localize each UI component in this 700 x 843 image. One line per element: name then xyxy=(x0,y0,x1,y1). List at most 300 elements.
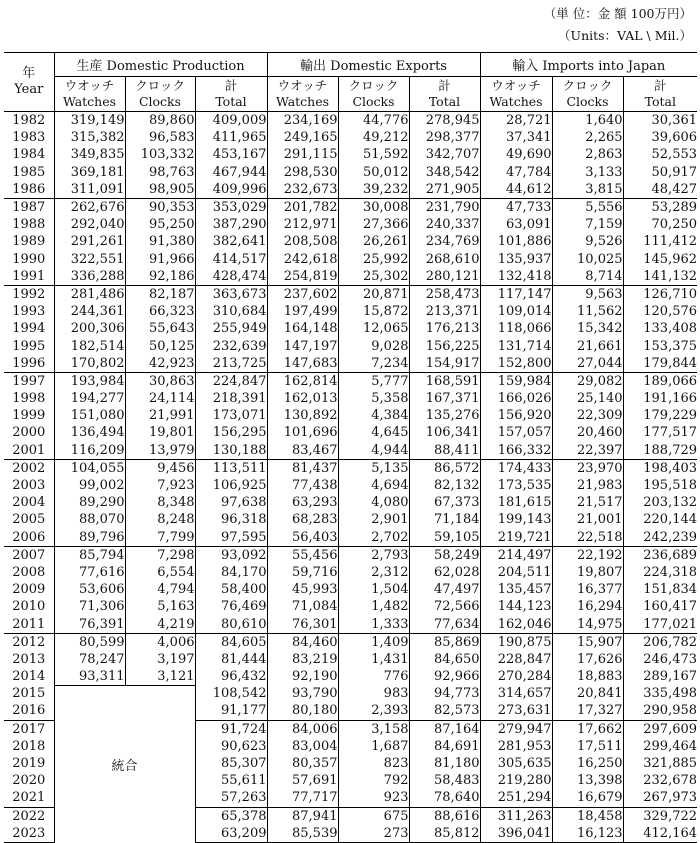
production-total-cell: 414,517 xyxy=(195,251,267,268)
exports-total-cell: 59,105 xyxy=(409,529,480,547)
year-cell: 2015 xyxy=(12,686,46,702)
imports-clocks-cell: 18,883 xyxy=(552,668,623,685)
exports-watches-cell: 57,691 xyxy=(267,772,338,789)
exports-total-cell: 135,276 xyxy=(409,407,480,424)
exports-watches-cell: 76,301 xyxy=(267,615,338,633)
imports-total-cell: 177,021 xyxy=(623,615,697,633)
imports-watches-cell: 181,615 xyxy=(480,494,552,511)
year-cell: 1984 xyxy=(12,147,46,163)
exports-total-cell: 58,249 xyxy=(409,546,480,564)
subheader-en: Watches xyxy=(62,94,117,109)
production-clocks-cell: 66,323 xyxy=(125,303,195,320)
table-row xyxy=(4,198,697,216)
production-total-cell: 130,188 xyxy=(195,442,267,460)
exports-watches-cell: 162,013 xyxy=(267,390,338,407)
imports-clocks-cell: 15,907 xyxy=(552,633,623,651)
production-total-cell: 310,684 xyxy=(195,303,267,320)
exports-clocks-cell: 44,776 xyxy=(338,112,409,130)
exports-watches-cell: 208,508 xyxy=(267,233,338,250)
production-total-cell: 57,263 xyxy=(195,789,267,807)
exports-total-cell: 342,707 xyxy=(409,146,480,163)
production-total-cell: 353,029 xyxy=(195,198,267,216)
imports-clocks-cell: 22,309 xyxy=(552,407,623,424)
production-clocks-cell: 96,583 xyxy=(125,129,195,146)
year-cell: 1996 xyxy=(12,355,46,371)
year-cell: 2011 xyxy=(12,616,46,632)
imports-clocks-cell: 17,662 xyxy=(552,720,623,738)
exports-total-cell: 234,769 xyxy=(409,233,480,250)
table-row xyxy=(4,633,697,651)
production-watches-cell: 244,361 xyxy=(54,303,125,320)
production-clocks-cell: 4,794 xyxy=(125,581,195,598)
production-watches-cell: 93,311 xyxy=(54,668,125,685)
exports-total-cell: 77,634 xyxy=(409,615,480,633)
exports-clocks-cell: 4,080 xyxy=(338,494,409,511)
imports-watches-cell: 156,920 xyxy=(480,407,552,424)
production-total-cell: 80,610 xyxy=(195,615,267,633)
table-row xyxy=(4,581,697,598)
exports-total-cell: 81,180 xyxy=(409,755,480,772)
production-clocks-cell: 91,966 xyxy=(125,251,195,268)
imports-total-cell: 151,834 xyxy=(623,581,697,598)
year-header-en: Year xyxy=(14,82,44,97)
imports-total-cell: 297,609 xyxy=(623,720,697,738)
imports-watches-cell: 157,057 xyxy=(480,424,552,441)
production-watches-cell: 292,040 xyxy=(54,216,125,233)
production-clocks-cell: 19,801 xyxy=(125,424,195,441)
imports-total-cell: 177,517 xyxy=(623,424,697,441)
imports-clocks-cell: 11,562 xyxy=(552,303,623,320)
production-watches-cell: 151,080 xyxy=(54,407,125,424)
production-watches-cell: 200,306 xyxy=(54,320,125,337)
exports-watches-cell: 77,717 xyxy=(267,789,338,807)
year-cell: 2004 xyxy=(12,495,46,511)
imports-clocks-cell: 1,640 xyxy=(552,112,623,130)
exports-watches-cell: 84,006 xyxy=(267,720,338,738)
year-cell: 2000 xyxy=(12,425,46,441)
exports-watches-cell: 212,971 xyxy=(267,216,338,233)
production-clocks-cell: 3,197 xyxy=(125,651,195,668)
subheader-production-watches xyxy=(54,77,125,112)
subheader-jp: ウオッチ xyxy=(64,78,115,93)
year-cell: 2001 xyxy=(12,442,46,458)
subheader-production-clocks xyxy=(125,77,195,112)
exports-clocks-cell: 1,409 xyxy=(338,633,409,651)
year-cell: 2003 xyxy=(12,478,46,494)
imports-clocks-cell: 9,563 xyxy=(552,285,623,303)
production-total-cell: 409,996 xyxy=(195,181,267,199)
year-header xyxy=(4,53,54,112)
imports-total-cell: 189,066 xyxy=(623,372,697,390)
subheader-jp: クロック xyxy=(348,78,399,93)
year-cell: 2002 xyxy=(4,459,54,477)
production-clocks-cell: 98,905 xyxy=(125,181,195,199)
imports-total-cell: 145,962 xyxy=(623,251,697,268)
exports-watches-cell: 101,696 xyxy=(267,424,338,441)
imports-total-cell: 30,361 xyxy=(623,112,697,130)
imports-clocks-cell: 27,044 xyxy=(552,355,623,373)
imports-clocks-cell: 25,140 xyxy=(552,390,623,407)
imports-clocks-cell: 20,841 xyxy=(552,685,623,702)
year-cell: 1989 xyxy=(12,234,46,250)
exports-clocks-cell: 15,872 xyxy=(338,303,409,320)
table-row xyxy=(4,668,697,685)
exports-watches-cell: 130,892 xyxy=(267,407,338,424)
imports-clocks-cell: 17,327 xyxy=(552,702,623,720)
subheader-exports-total xyxy=(409,77,480,112)
imports-watches-cell: 251,294 xyxy=(480,789,552,807)
exports-total-cell: 82,132 xyxy=(409,477,480,494)
subheader-en: Total xyxy=(428,94,461,109)
imports-watches-cell: 166,026 xyxy=(480,390,552,407)
production-clocks-cell: 4,006 xyxy=(125,633,195,651)
production-clocks-cell: 21,991 xyxy=(125,407,195,424)
exports-watches-cell: 92,190 xyxy=(267,668,338,685)
year-cell: 2006 xyxy=(12,529,46,545)
imports-clocks-cell: 29,082 xyxy=(552,372,623,390)
production-clocks-cell: 91,380 xyxy=(125,233,195,250)
exports-clocks-cell: 7,234 xyxy=(338,355,409,373)
imports-total-cell: 412,164 xyxy=(623,825,697,843)
exports-clocks-cell: 776 xyxy=(338,668,409,685)
exports-clocks-cell: 1,504 xyxy=(338,581,409,598)
imports-total-cell: 335,498 xyxy=(623,685,697,702)
exports-watches-cell: 254,819 xyxy=(267,268,338,286)
production-watches-cell: 322,551 xyxy=(54,251,125,268)
imports-clocks-cell: 3,133 xyxy=(552,164,623,181)
exports-watches-cell: 201,782 xyxy=(267,198,338,216)
production-total-cell: 84,605 xyxy=(195,633,267,651)
imports-watches-cell: 37,341 xyxy=(480,129,552,146)
table-row xyxy=(4,164,697,181)
production-clocks-cell: 9,456 xyxy=(125,459,195,477)
imports-total-cell: 133,408 xyxy=(623,320,697,337)
exports-clocks-cell: 5,777 xyxy=(338,372,409,390)
table-row xyxy=(4,337,697,354)
exports-clocks-cell: 2,312 xyxy=(338,564,409,581)
exports-total-cell: 62,028 xyxy=(409,564,480,581)
exports-watches-cell: 87,941 xyxy=(267,807,338,825)
imports-total-cell: 188,729 xyxy=(623,442,697,460)
table-row xyxy=(4,233,697,250)
exports-watches-cell: 147,683 xyxy=(267,355,338,373)
exports-clocks-cell: 30,008 xyxy=(338,198,409,216)
exports-clocks-cell: 12,065 xyxy=(338,320,409,337)
exports-watches-cell: 242,618 xyxy=(267,251,338,268)
production-watches-cell: 89,290 xyxy=(54,494,125,511)
subheader-en: Watches xyxy=(489,94,543,109)
exports-watches-cell: 81,437 xyxy=(267,459,338,477)
table-row xyxy=(4,320,697,337)
production-watches-cell: 262,676 xyxy=(54,198,125,216)
exports-total-cell: 168,591 xyxy=(409,372,480,390)
exports-total-cell: 231,790 xyxy=(409,198,480,216)
imports-total-cell: 160,417 xyxy=(623,598,697,615)
imports-total-cell: 321,885 xyxy=(623,755,697,772)
table-row xyxy=(4,477,697,494)
production-clocks-cell: 98,763 xyxy=(125,164,195,181)
subheader-jp: 計 xyxy=(654,78,667,93)
imports-clocks-cell: 21,983 xyxy=(552,477,623,494)
production-total-cell: 58,400 xyxy=(195,581,267,598)
exports-watches-cell: 80,357 xyxy=(267,755,338,772)
year-cell: 2023 xyxy=(4,825,54,843)
exports-total-cell: 154,917 xyxy=(409,355,480,373)
imports-total-cell: 191,166 xyxy=(623,390,697,407)
production-total-cell: 97,595 xyxy=(195,529,267,547)
exports-watches-cell: 56,403 xyxy=(267,529,338,547)
imports-clocks-cell: 18,458 xyxy=(552,807,623,825)
year-cell: 2012 xyxy=(4,633,54,651)
exports-total-cell: 85,869 xyxy=(409,633,480,651)
exports-total-cell: 87,164 xyxy=(409,720,480,738)
exports-total-cell: 86,572 xyxy=(409,459,480,477)
production-clocks-cell: 7,923 xyxy=(125,477,195,494)
year-cell: 2014 xyxy=(12,669,46,685)
production-clocks-cell: 95,250 xyxy=(125,216,195,233)
year-cell: 1987 xyxy=(4,198,54,216)
exports-total-cell: 92,966 xyxy=(409,668,480,685)
production-total-cell: 232,639 xyxy=(195,337,267,354)
production-clocks-cell: 92,186 xyxy=(125,268,195,286)
imports-clocks-cell: 20,460 xyxy=(552,424,623,441)
imports-watches-cell: 228,847 xyxy=(480,651,552,668)
exports-watches-cell: 68,283 xyxy=(267,511,338,528)
group-header-imports: 輸入 Imports into Japan xyxy=(480,53,697,77)
production-total-cell: 255,949 xyxy=(195,320,267,337)
exports-clocks-cell: 4,694 xyxy=(338,477,409,494)
merged-integrated-cell xyxy=(54,685,195,842)
imports-clocks-cell: 22,518 xyxy=(552,529,623,547)
production-total-cell: 224,847 xyxy=(195,372,267,390)
exports-total-cell: 258,473 xyxy=(409,285,480,303)
imports-watches-cell: 199,143 xyxy=(480,511,552,528)
year-cell: 1995 xyxy=(12,338,46,354)
exports-watches-cell: 80,180 xyxy=(267,702,338,720)
table-row xyxy=(4,598,697,615)
production-total-cell: 409,009 xyxy=(195,112,267,130)
exports-clocks-cell: 1,333 xyxy=(338,615,409,633)
exports-total-cell: 58,483 xyxy=(409,772,480,789)
production-total-cell: 84,170 xyxy=(195,564,267,581)
subheader-en: Clocks xyxy=(352,94,395,109)
subheader-imports-clocks xyxy=(552,77,623,112)
imports-watches-cell: 118,066 xyxy=(480,320,552,337)
subheader-en: Clocks xyxy=(566,94,609,109)
year-cell: 1982 xyxy=(12,113,46,129)
table-row xyxy=(4,564,697,581)
imports-clocks-cell: 16,294 xyxy=(552,598,623,615)
subheader-production-total xyxy=(195,77,267,112)
production-watches-cell: 319,149 xyxy=(54,112,125,130)
year-cell: 1990 xyxy=(12,251,46,267)
imports-clocks-cell: 2,863 xyxy=(552,146,623,163)
imports-clocks-cell: 21,001 xyxy=(552,511,623,528)
exports-watches-cell: 291,115 xyxy=(267,146,338,163)
exports-total-cell: 280,121 xyxy=(409,268,480,286)
exports-watches-cell: 63,293 xyxy=(267,494,338,511)
table-row xyxy=(4,685,697,702)
exports-clocks-cell: 25,302 xyxy=(338,268,409,286)
imports-watches-cell: 152,800 xyxy=(480,355,552,373)
production-total-cell: 97,638 xyxy=(195,494,267,511)
exports-clocks-cell: 27,366 xyxy=(338,216,409,233)
production-watches-cell: 53,606 xyxy=(54,581,125,598)
exports-watches-cell: 298,530 xyxy=(267,164,338,181)
production-total-cell: 55,611 xyxy=(195,772,267,789)
exports-clocks-cell: 20,871 xyxy=(338,285,409,303)
imports-total-cell: 50,917 xyxy=(623,164,697,181)
imports-total-cell: 232,678 xyxy=(623,772,697,789)
subheader-imports-watches xyxy=(480,77,552,112)
year-cell: 1992 xyxy=(4,285,54,303)
year-cell: 1985 xyxy=(12,164,46,180)
subheader-imports-total xyxy=(623,77,697,112)
imports-watches-cell: 44,612 xyxy=(480,181,552,199)
exports-total-cell: 156,225 xyxy=(409,337,480,354)
exports-total-cell: 213,371 xyxy=(409,303,480,320)
exports-total-cell: 47,497 xyxy=(409,581,480,598)
production-watches-cell: 291,261 xyxy=(54,233,125,250)
imports-clocks-cell: 7,159 xyxy=(552,216,623,233)
imports-clocks-cell: 16,377 xyxy=(552,581,623,598)
year-cell: 2017 xyxy=(4,720,54,738)
subheader-jp: クロック xyxy=(562,78,613,93)
production-clocks-cell: 7,799 xyxy=(125,529,195,547)
imports-total-cell: 141,132 xyxy=(623,268,697,286)
exports-watches-cell: 249,165 xyxy=(267,129,338,146)
imports-watches-cell: 281,953 xyxy=(480,738,552,755)
imports-clocks-cell: 13,398 xyxy=(552,772,623,789)
imports-watches-cell: 174,433 xyxy=(480,459,552,477)
production-watches-cell: 349,835 xyxy=(54,146,125,163)
exports-clocks-cell: 5,358 xyxy=(338,390,409,407)
production-total-cell: 218,391 xyxy=(195,390,267,407)
imports-watches-cell: 273,631 xyxy=(480,702,552,720)
exports-total-cell: 271,905 xyxy=(409,181,480,199)
imports-total-cell: 290,958 xyxy=(623,702,697,720)
imports-clocks-cell: 19,807 xyxy=(552,564,623,581)
exports-watches-cell: 147,197 xyxy=(267,337,338,354)
exports-clocks-cell: 39,232 xyxy=(338,181,409,199)
production-total-cell: 85,307 xyxy=(195,755,267,772)
production-total-cell: 63,209 xyxy=(195,825,267,843)
imports-watches-cell: 28,721 xyxy=(480,112,552,130)
group-header-production: 生産 Domestic Production xyxy=(54,53,267,77)
imports-total-cell: 120,576 xyxy=(623,303,697,320)
production-clocks-cell: 90,353 xyxy=(125,198,195,216)
production-total-cell: 93,092 xyxy=(195,546,267,564)
imports-total-cell: 236,689 xyxy=(623,546,697,564)
table-row xyxy=(4,355,697,373)
imports-watches-cell: 190,875 xyxy=(480,633,552,651)
production-clocks-cell: 42,923 xyxy=(125,355,195,373)
year-cell: 1986 xyxy=(12,181,46,197)
imports-watches-cell: 63,091 xyxy=(480,216,552,233)
subheader-en: Watches xyxy=(275,94,330,109)
imports-watches-cell: 49,690 xyxy=(480,146,552,163)
production-watches-cell: 85,794 xyxy=(54,546,125,564)
production-clocks-cell: 8,348 xyxy=(125,494,195,511)
production-watches-cell: 315,382 xyxy=(54,129,125,146)
year-cell: 1994 xyxy=(12,321,46,337)
exports-clocks-cell: 50,012 xyxy=(338,164,409,181)
table-row xyxy=(4,459,697,477)
production-clocks-cell: 55,643 xyxy=(125,320,195,337)
imports-total-cell: 53,289 xyxy=(623,198,697,216)
exports-total-cell: 88,411 xyxy=(409,442,480,460)
imports-watches-cell: 47,733 xyxy=(480,198,552,216)
imports-watches-cell: 131,714 xyxy=(480,337,552,354)
exports-clocks-cell: 675 xyxy=(338,807,409,825)
exports-watches-cell: 77,438 xyxy=(267,477,338,494)
exports-watches-cell: 83,219 xyxy=(267,651,338,668)
production-watches-cell: 78,247 xyxy=(54,651,125,668)
production-watches-cell: 99,002 xyxy=(54,477,125,494)
subheader-en: Total xyxy=(215,94,247,109)
imports-watches-cell: 270,284 xyxy=(480,668,552,685)
imports-watches-cell: 305,635 xyxy=(480,755,552,772)
production-total-cell: 106,925 xyxy=(195,477,267,494)
imports-watches-cell: 214,497 xyxy=(480,546,552,564)
imports-total-cell: 70,250 xyxy=(623,216,697,233)
subheader-jp: クロック xyxy=(135,78,185,93)
exports-total-cell: 72,566 xyxy=(409,598,480,615)
exports-watches-cell: 83,467 xyxy=(267,442,338,460)
table-row xyxy=(4,615,697,633)
production-total-cell: 387,290 xyxy=(195,216,267,233)
production-total-cell: 428,474 xyxy=(195,268,267,286)
imports-clocks-cell: 14,975 xyxy=(552,615,623,633)
imports-clocks-cell: 21,517 xyxy=(552,494,623,511)
imports-clocks-cell: 21,661 xyxy=(552,337,623,354)
production-watches-cell: 194,277 xyxy=(54,390,125,407)
year-cell: 2021 xyxy=(12,790,46,806)
exports-clocks-cell: 4,384 xyxy=(338,407,409,424)
exports-watches-cell: 59,716 xyxy=(267,564,338,581)
subheader-en: Total xyxy=(644,94,676,109)
subheader-exports-watches xyxy=(267,77,338,112)
production-total-cell: 65,378 xyxy=(195,807,267,825)
exports-clocks-cell: 1,482 xyxy=(338,598,409,615)
imports-watches-cell: 47,784 xyxy=(480,164,552,181)
exports-watches-cell: 234,169 xyxy=(267,112,338,130)
imports-clocks-cell: 15,342 xyxy=(552,320,623,337)
exports-total-cell: 85,812 xyxy=(409,825,480,843)
production-clocks-cell: 4,219 xyxy=(125,615,195,633)
table-row xyxy=(4,494,697,511)
imports-watches-cell: 109,014 xyxy=(480,303,552,320)
year-cell: 1983 xyxy=(12,130,46,146)
imports-clocks-cell: 22,397 xyxy=(552,442,623,460)
table-row xyxy=(4,442,697,460)
exports-watches-cell: 84,460 xyxy=(267,633,338,651)
imports-clocks-cell: 17,511 xyxy=(552,738,623,755)
table-row xyxy=(4,546,697,564)
imports-watches-cell: 166,332 xyxy=(480,442,552,460)
imports-clocks-cell: 3,815 xyxy=(552,181,623,199)
imports-total-cell: 179,844 xyxy=(623,355,697,373)
imports-watches-cell: 159,984 xyxy=(480,372,552,390)
year-cell: 1999 xyxy=(12,408,46,424)
table-row xyxy=(4,511,697,528)
production-watches-cell: 88,070 xyxy=(54,511,125,528)
exports-total-cell: 240,337 xyxy=(409,216,480,233)
exports-watches-cell: 93,790 xyxy=(267,685,338,702)
imports-watches-cell: 101,886 xyxy=(480,233,552,250)
production-clocks-cell: 6,554 xyxy=(125,564,195,581)
production-total-cell: 90,623 xyxy=(195,738,267,755)
